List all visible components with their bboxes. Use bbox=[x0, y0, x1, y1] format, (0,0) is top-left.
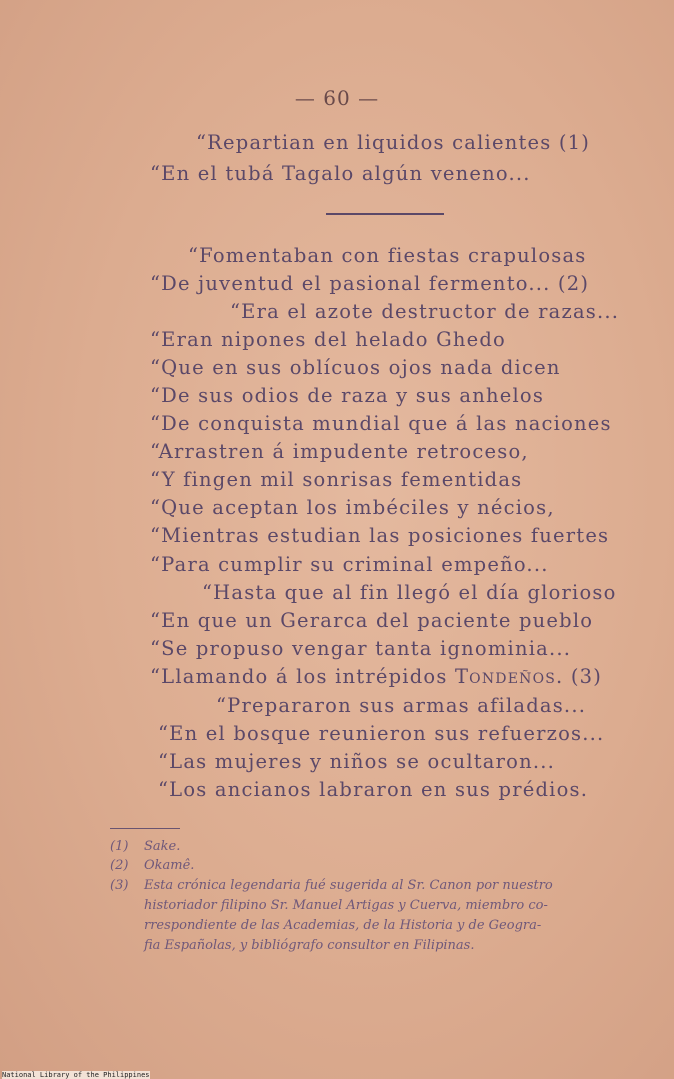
verse-line: “Hasta que al fin llegó el día glorioso bbox=[202, 581, 617, 604]
verse-line: “Y fingen mil sonrisas fementidas bbox=[150, 468, 523, 491]
library-footer: National Library of the Philippines bbox=[2, 1071, 150, 1079]
footnote-continuation: historiador filipino Sr. Manuel Artigas y Cuerva, miembro co- bbox=[144, 898, 548, 913]
page-number: — 60 — bbox=[294, 86, 380, 110]
footnote-continuation: rrespondiente de las Academias, de la Historia y de Geogra- bbox=[144, 918, 542, 933]
verse-line: “Repartian en liquidos calientes (1) bbox=[196, 131, 591, 154]
footnote-mark: (1) bbox=[110, 839, 129, 854]
verse-line: “Era el azote destructor de razas... bbox=[230, 300, 620, 323]
footnote-mark: (3) bbox=[110, 878, 129, 893]
footnote-text: Esta crónica legendaria fué sugerida al Sr. Canon por nuestro bbox=[144, 878, 553, 893]
verse-line: “Arrastren á impudente retroceso, bbox=[150, 440, 529, 463]
verse-line: “Fomentaban con fiestas crapulosas bbox=[188, 244, 587, 267]
footnote bbox=[110, 838, 180, 855]
footnote bbox=[110, 877, 553, 894]
footnote-text: Okamê. bbox=[144, 858, 195, 873]
footnote-ref: (3) bbox=[570, 665, 603, 688]
verse-line: “De juventud el pasional fermento... (2) bbox=[150, 272, 590, 295]
footnote-continuation: fia Españolas, y bibliógrafo consultor en Filipinas. bbox=[144, 938, 475, 953]
verse-line: “De conquista mundial que á las naciones bbox=[150, 412, 612, 435]
footnote-mark: (2) bbox=[110, 858, 129, 873]
verse-line: “Los ancianos labraron en sus prédios. bbox=[158, 778, 589, 801]
verse-line: “Prepararon sus armas afiladas... bbox=[216, 694, 587, 717]
verse-line: “Las mujeres y niños se ocultaron... bbox=[158, 750, 556, 773]
footnote-divider bbox=[110, 828, 180, 829]
verse-line: “Se propuso vengar tanta ignominia... bbox=[150, 637, 572, 660]
verse-line: “Que aceptan los imbéciles y nécios, bbox=[150, 496, 555, 519]
tondenos-word: Tondeños. bbox=[454, 665, 564, 688]
footnote bbox=[110, 857, 194, 874]
verse-line: “Para cumplir su criminal empeño... bbox=[150, 553, 549, 576]
verse-text: “Llamando á los intrépidos bbox=[150, 665, 448, 688]
verse-line: “Mientras estudian las posiciones fuertes bbox=[150, 524, 610, 547]
verse-line: “Que en sus oblícuos ojos nada dicen bbox=[150, 356, 561, 379]
verse-line: “En el bosque reunieron sus refuerzos... bbox=[158, 722, 605, 745]
verse-line: “En el tubá Tagalo algún veneno... bbox=[150, 162, 531, 185]
footnote-text: Sake. bbox=[144, 839, 181, 854]
verse-line: “En que un Gerarca del paciente pueblo bbox=[150, 609, 594, 632]
verse-line bbox=[150, 665, 602, 689]
verse-line: “Eran nipones del helado Ghedo bbox=[150, 328, 506, 351]
verse-line: “De sus odios de raza y sus anhelos bbox=[150, 384, 545, 407]
section-divider bbox=[326, 213, 444, 215]
